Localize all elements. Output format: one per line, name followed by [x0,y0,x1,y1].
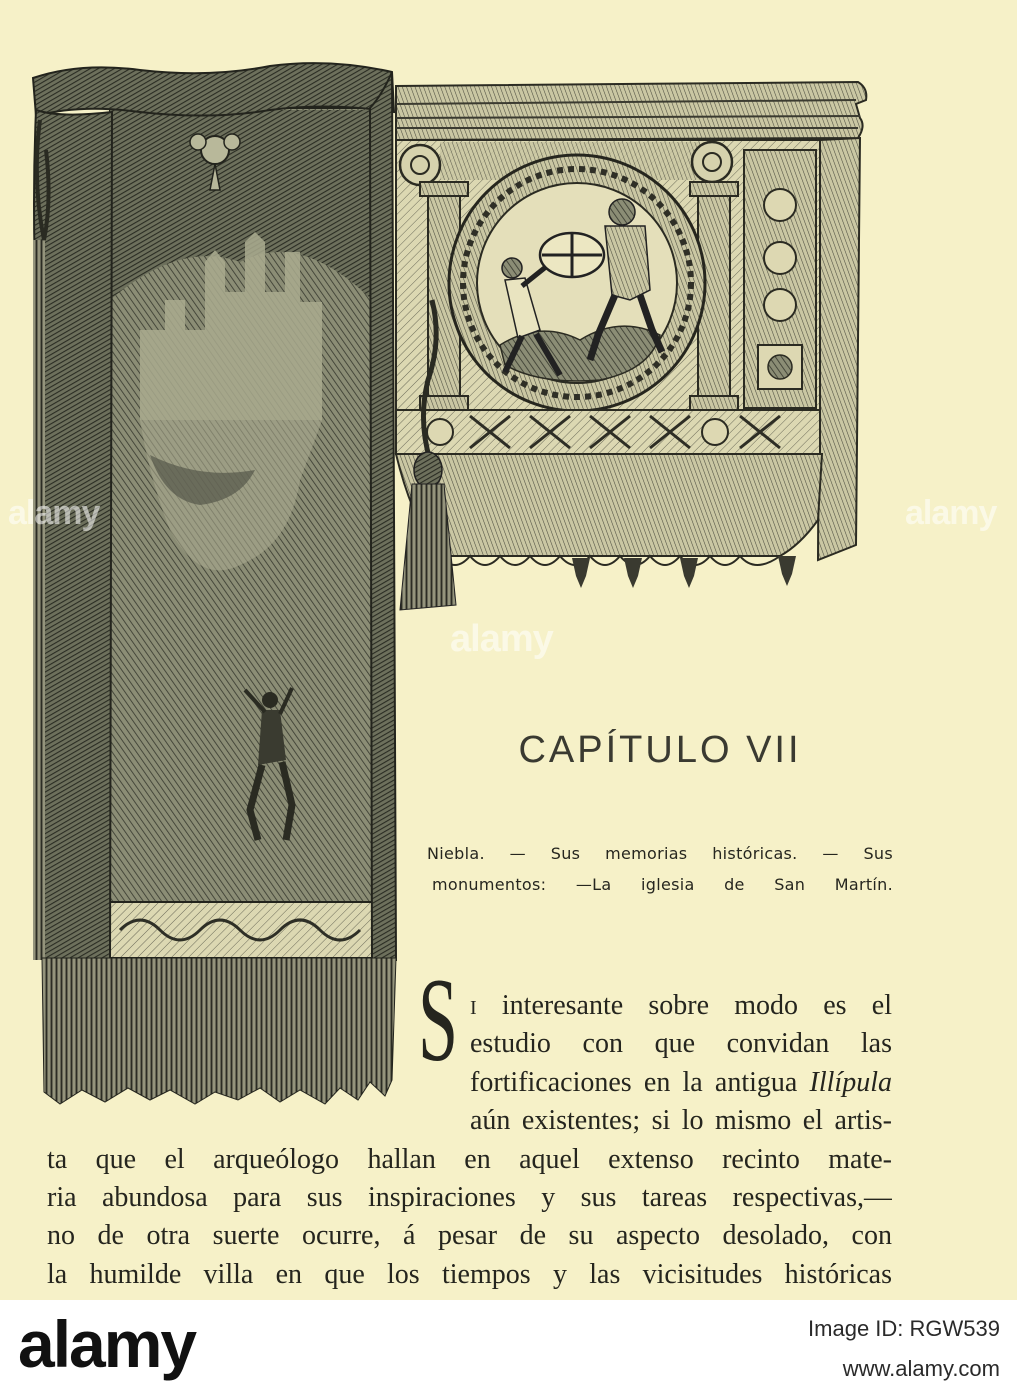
panel-rosette [764,189,796,221]
chapter-summary [427,838,893,900]
stock-footer-bar [0,1300,1017,1390]
panel-rosette-center [768,355,792,379]
panel-spiral-mid [692,142,732,182]
image-id-label: Image ID: RGW539 [808,1316,1000,1341]
body-line: estudio con que convidan las [470,1028,892,1060]
body-paragraph [47,987,892,1294]
body-line-text: fortificaciones en la antigua [470,1066,798,1098]
panel-rosette [764,289,796,321]
panel-pendant [778,556,796,586]
body-line: la humilde villa en que los tiempos y las vicisitudes históricas [47,1258,892,1290]
small-cap: I [470,997,477,1019]
summary-line: monumentos: —La iglesia de San Martín. [432,875,893,894]
roundel-shield [540,233,604,277]
body-line [470,1064,892,1102]
panel-side [818,138,860,560]
panel-base-right [690,396,738,410]
panel-band-rosette [427,419,453,445]
chapter-title: CAPÍTULO VII [518,729,802,771]
panel-capital-right [690,182,738,196]
body-line-text: interesante sobre modo es el [501,990,892,1021]
tassel-knot [414,452,442,488]
banner-right-fold [370,72,396,960]
body-line [470,987,892,1025]
panel-band-rosette [702,419,728,445]
panel-corbel [396,454,822,556]
body-line: no de otra suerte ocurre, á pesar de su aspecto desolado, con [47,1220,892,1252]
panel-capital-left [420,182,468,196]
italic-place-name: Illípula [809,1066,892,1098]
body-line: aún existentes; si lo mismo el artis- [470,1105,892,1137]
panel-rosette [764,242,796,274]
panel-base-left [420,396,468,410]
banner [33,63,396,1104]
site-url: www.alamy.com [842,1356,1000,1381]
carved-panel [396,82,866,588]
panel-cornice [396,82,866,140]
panel-pendant [572,558,590,588]
body-line: ta que el arqueólogo hallan en aquel extenso recinto mate- [47,1143,892,1175]
drop-cap: S [418,953,459,1086]
banner-left-fringe [33,240,45,960]
watermark-left: alamy [8,494,100,532]
watermark-center: alamy [450,618,553,660]
panel-pendant [680,558,698,588]
panel-spiral-left [400,145,440,185]
summary-line: Niebla. — Sus memorias históricas. — Sus [427,844,893,863]
panel-pendant [624,558,642,588]
watermark-right: alamy [905,494,997,532]
body-line: ria abundosa para sus inspiraciones y sus tareas respectivas,— [47,1181,892,1213]
panel-corbel-scallops [440,556,780,565]
alamy-logo: alamy [18,1307,196,1381]
